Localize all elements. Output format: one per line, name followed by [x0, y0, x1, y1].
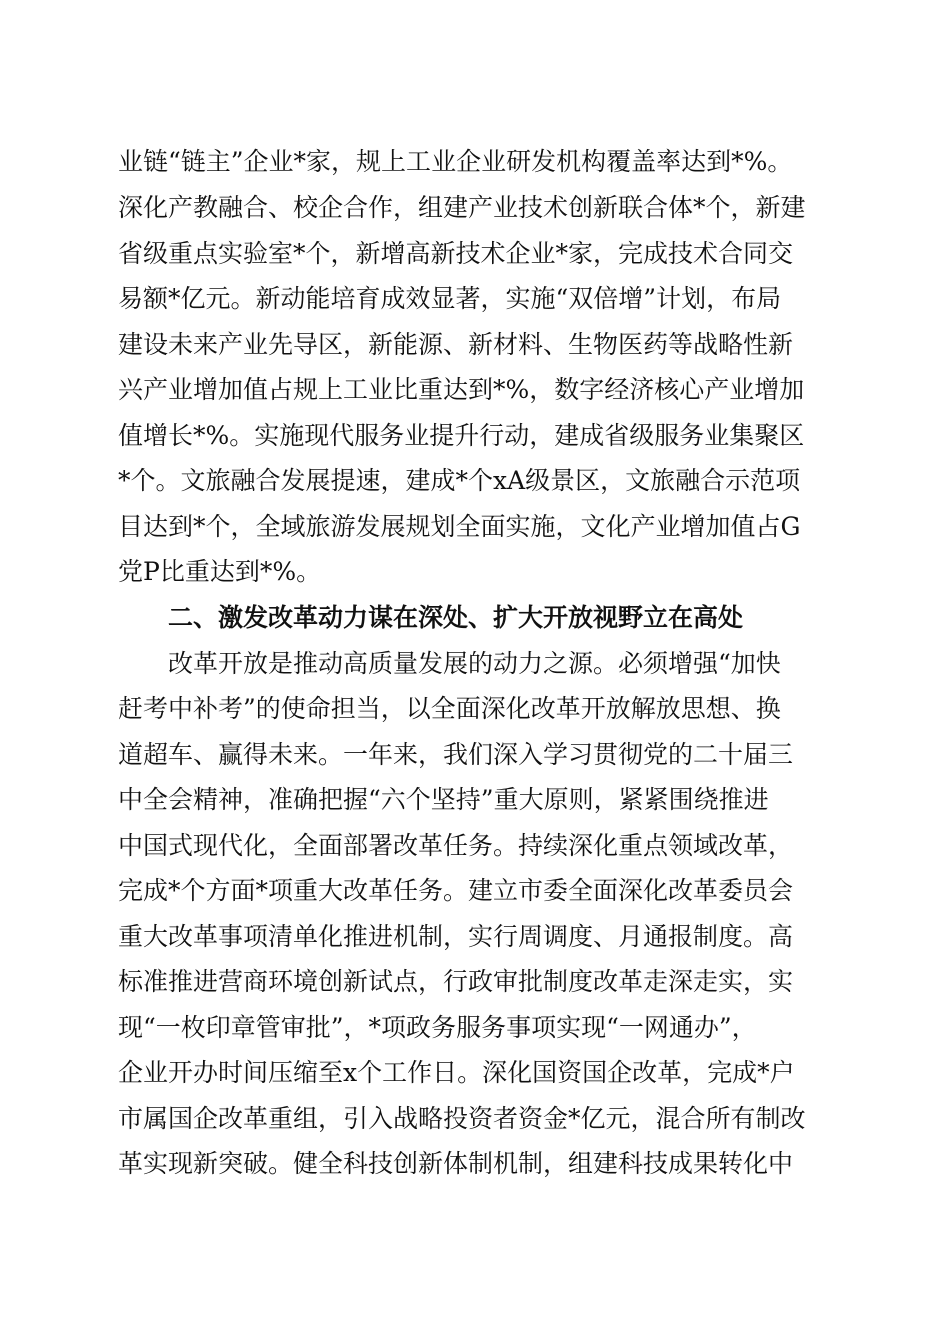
paragraph-line: 完成*个方面*项重大改革任务。建立市委全面深化改革委员会: [118, 876, 794, 905]
paragraph-line: 现“一枚印章管审批”，*项政务服务事项实现“一网通办”，: [118, 1013, 757, 1042]
paragraph-line: 省级重点实验室*个，新增高新技术企业*家，完成技术合同交: [118, 239, 794, 268]
paragraph-line: 目达到*个，全域旅游发展规划全面实施，文化产业增加值占G: [118, 512, 801, 541]
paragraph-line: 中全会精神，准确把握“六个坚持”重大原则，紧紧围绕推进: [118, 785, 769, 814]
paragraph-line: 深化产教融合、校企合作，组建产业技术创新联合体*个，新建: [118, 193, 806, 222]
paragraph-line: *个。文旅融合发展提速，建成*个xA级景区，文旅融合示范项: [118, 466, 801, 495]
paragraph-line: 业链“链主”企业*家，规上工业企业研发机构覆盖率达到*%。: [118, 147, 793, 176]
paragraph-line: 中国式现代化，全面部署改革任务。持续深化重点领域改革，: [118, 831, 794, 860]
paragraph-line: 赶考中补考”的使命担当，以全面深化改革开放解放思想、换: [118, 694, 781, 723]
paragraph-line: 革实现新突破。健全科技创新体制机制，组建科技成果转化中: [118, 1149, 794, 1178]
paragraph-line: 市属国企改革重组，引入战略投资者资金*亿元，混合所有制改: [118, 1104, 806, 1133]
paragraph-line: 值增长*%。实施现代服务业提升行动，建成省级服务业集聚区: [118, 421, 805, 450]
paragraph-line: 企业开办时间压缩至x个工作日。深化国资国企改革，完成*户: [118, 1058, 795, 1087]
paragraph-line: 标准推进营商环境创新试点，行政审批制度改革走深走实，实: [118, 967, 794, 996]
paragraph-line: 重大改革事项清单化推进机制，实行周调度、月通报制度。高: [118, 922, 794, 951]
paragraph-line: 党P比重达到*%。: [118, 557, 322, 586]
paragraph-line: 易额*亿元。新动能培育成效显著，实施“双倍增”计划，布局: [118, 284, 782, 313]
section-heading: 二、激发改革动力谋在深处、扩大开放视野立在高处: [168, 603, 744, 632]
paragraph-line: 改革开放是推动高质量发展的动力之源。必须增强“加快: [168, 649, 781, 678]
paragraph-line: 兴产业增加值占规上工业比重达到*%，数字经济核心产业增加: [118, 375, 805, 404]
paragraph-line: 道超车、赢得未来。一年来，我们深入学习贯彻党的二十届三: [118, 740, 794, 769]
paragraph-line: 建设未来产业先导区，新能源、新材料、生物医药等战略性新: [118, 330, 794, 359]
